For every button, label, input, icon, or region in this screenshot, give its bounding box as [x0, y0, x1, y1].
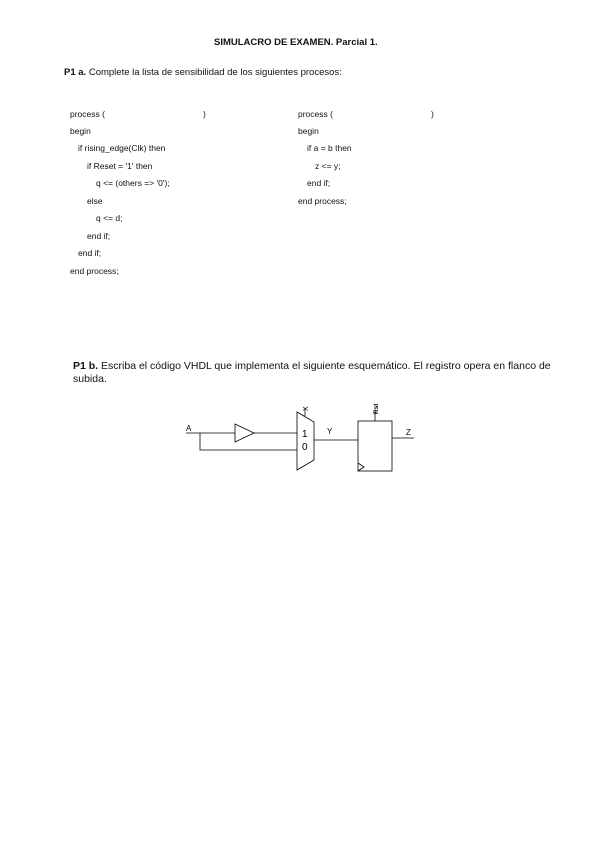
register-block: [358, 421, 392, 471]
label-x: X: [303, 406, 310, 411]
p1a-label: P1 a.: [64, 67, 87, 78]
label-mux-in0: 0: [302, 442, 308, 453]
code-line: process (: [70, 109, 105, 119]
label-mux-in1: 1: [302, 429, 308, 440]
code-line: end if;: [78, 248, 102, 258]
code-line: begin: [298, 126, 319, 136]
code-line: if Reset = '1' then: [87, 161, 153, 171]
p1a-text: Complete la lista de sensibilidad de los siguientes procesos:: [88, 67, 342, 78]
code-line: ): [203, 109, 206, 119]
code-line: z <= y;: [315, 161, 341, 171]
code-line: else: [87, 196, 103, 206]
page-title: SIMULACRO DE EXAMEN. Parcial 1.: [214, 37, 378, 48]
code-line: end if;: [307, 178, 331, 188]
label-z: Z: [406, 428, 411, 437]
code-line: end process;: [298, 196, 347, 206]
code-line: ): [431, 109, 434, 119]
p1b-text: Escriba el código VHDL que implementa el siguiente esquemático. El registro opera en flanco de subida.: [73, 360, 551, 385]
label-rst: Rst: [373, 403, 380, 414]
label-a: A: [186, 424, 192, 433]
code-line: if rising_edge(Clk) then: [78, 143, 166, 153]
p1b-label: P1 b.: [73, 360, 99, 372]
code-line: if a = b then: [307, 143, 352, 153]
code-line: begin: [70, 126, 91, 136]
code-line: q <= d;: [96, 213, 123, 223]
code-line: end process;: [70, 266, 119, 276]
code-line: end if;: [87, 231, 111, 241]
code-line: q <= (others => '0');: [96, 178, 170, 188]
mux-block: [297, 412, 314, 470]
buffer-gate: [235, 424, 254, 442]
code-line: process (: [298, 109, 333, 119]
label-y: Y: [327, 427, 333, 436]
